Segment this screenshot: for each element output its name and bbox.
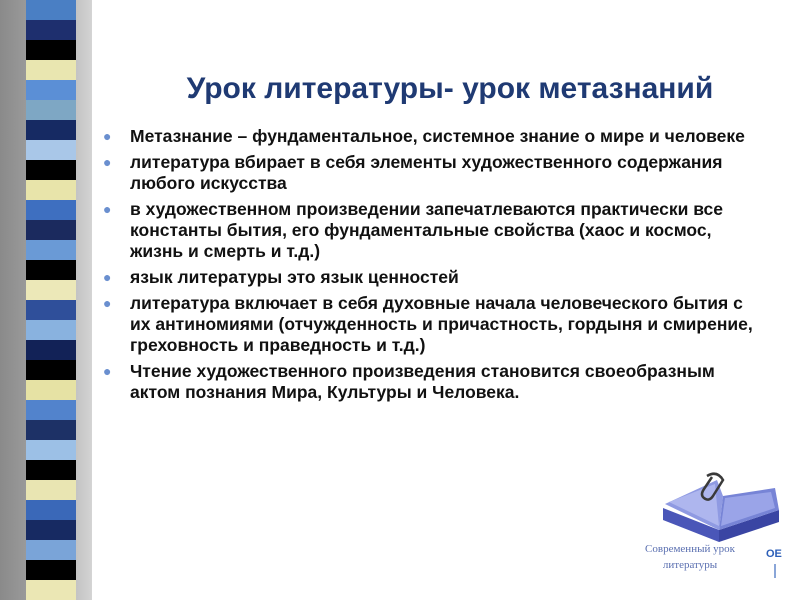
decorative-stripe <box>26 0 76 20</box>
bullet-text: Чтение художественного произведения становится своеобразным актом познания Мира, Культуры и Человека. <box>130 361 715 402</box>
dot-bullet-icon: ● <box>103 201 112 217</box>
decorative-stripe <box>26 120 76 140</box>
decorative-stripe <box>26 100 76 120</box>
decorative-stripe <box>26 380 76 400</box>
decorative-stripe <box>26 280 76 300</box>
footer-caption <box>630 541 750 573</box>
decorative-stripe-strip <box>26 0 76 600</box>
decorative-stripe <box>26 260 76 280</box>
decorative-stripe <box>26 220 76 240</box>
bullet-item <box>98 361 768 403</box>
decorative-stripe <box>26 340 76 360</box>
bullet-item <box>98 126 768 147</box>
footer-logo: OE <box>766 548 782 560</box>
decorative-stripe <box>26 80 76 100</box>
bullet-item <box>98 267 768 288</box>
decorative-stripe <box>26 60 76 80</box>
dot-bullet-icon: ● <box>103 269 112 285</box>
decorative-stripe <box>26 240 76 260</box>
bullet-text: язык литературы это язык ценностей <box>130 267 459 287</box>
decorative-stripe <box>26 440 76 460</box>
bullet-text: литература вбирает в себя элементы художественного содержания любого искусства <box>130 152 723 193</box>
dot-bullet-icon: ● <box>103 128 112 144</box>
decorative-stripe <box>26 520 76 540</box>
decorative-stripe <box>26 20 76 40</box>
decorative-stripe <box>26 540 76 560</box>
decorative-stripe <box>26 460 76 480</box>
decorative-stripe <box>26 400 76 420</box>
footer-divider <box>774 564 776 578</box>
open-book-icon <box>655 470 785 550</box>
bullet-text: в художественном произведении запечатлеваются практически все константы бытия, его фундаментальные свойства (хаос и космос, жизнь и смерть и т.д.) <box>130 199 724 261</box>
footer-line-1: Современный урок <box>645 543 735 555</box>
decorative-stripe <box>26 500 76 520</box>
decorative-stripe <box>26 320 76 340</box>
decorative-stripe <box>26 420 76 440</box>
decorative-stripe <box>26 160 76 180</box>
decorative-stripe <box>26 140 76 160</box>
decorative-stripe <box>26 300 76 320</box>
footer-line-2: литературы <box>662 559 718 571</box>
bullet-item <box>98 152 768 194</box>
dot-bullet-icon: ● <box>103 295 112 311</box>
slide-title: Урок литературы- урок метазнаний <box>186 72 714 105</box>
decorative-stripe <box>26 360 76 380</box>
decorative-stripe <box>26 200 76 220</box>
decorative-stripe <box>26 180 76 200</box>
decorative-stripe <box>26 480 76 500</box>
bullet-item <box>98 199 768 262</box>
decorative-stripe <box>26 560 76 580</box>
bullet-text: Метазнание – фундаментальное, системное знание о мире и человеке <box>130 126 745 146</box>
decorative-stripe <box>26 580 76 600</box>
bullet-text: литература включает в себя духовные начала человеческого бытия с их антиномиями (отчужденность и причастность, гордыня и смирение, греховность и праведность и т.д.) <box>130 293 753 355</box>
bullet-list <box>98 126 768 408</box>
dot-bullet-icon: ● <box>103 154 112 170</box>
dot-bullet-icon: ● <box>103 363 112 379</box>
decorative-stripe <box>26 40 76 60</box>
bullet-item <box>98 293 768 356</box>
